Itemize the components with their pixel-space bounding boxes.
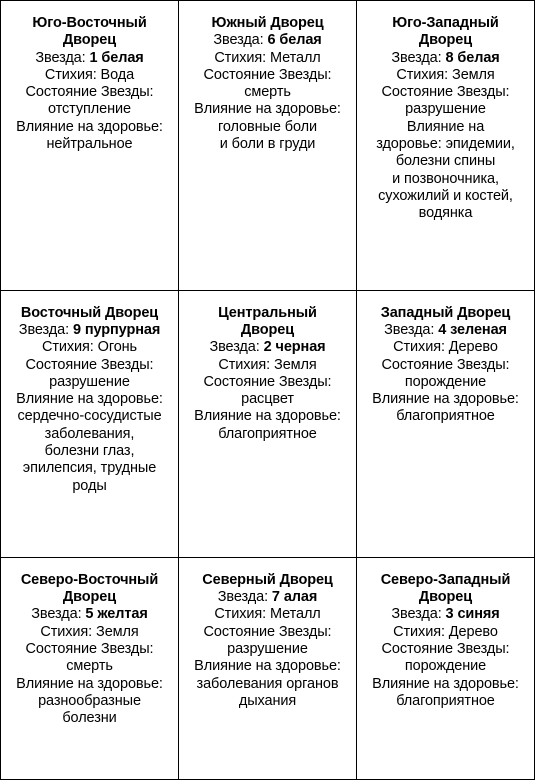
info-line: благоприятное [396,408,495,425]
star-label: Звезда: [209,339,264,356]
star-label: Звезда: [213,32,268,49]
info-line: болезни глаз, [44,443,135,460]
star-label: Звезда: [35,49,90,66]
palace-cell-southwest [357,1,535,291]
star-label: Звезда: [391,49,446,66]
info-line: Состояние Звезды: [25,356,154,373]
star-value: 2 черная [263,339,326,356]
info-line: здоровье: эпидемии, [376,136,515,153]
star-label: Звезда: [217,589,272,606]
star-value: 6 белая [267,32,322,49]
star-value: 3 синяя [445,606,500,623]
info-line: Состояние Звезды: [25,84,154,101]
info-line: отступление [48,101,131,118]
info-line: сердечно-сосудистые [17,408,162,425]
info-line: расцвет [241,391,294,408]
info-line: водянка [418,205,473,222]
info-line: смерть [66,658,113,675]
palace-cell-south [179,1,357,291]
info-line: Стихия: Земля [396,66,495,83]
palace-cell-northwest [357,557,535,779]
info-line: Стихия: Земля [40,623,139,640]
palace-title: Южный Дворец [211,15,324,31]
info-line: Стихия: Металл [214,49,321,66]
info-line: и позвоночника, [392,170,499,187]
star-value: 1 белая [89,49,144,66]
info-line: Стихия: Дерево [393,339,498,356]
info-line: благоприятное [218,425,317,442]
info-line: головные боли [218,118,317,135]
palace-cell-east [1,290,179,557]
star-value: 4 зеленая [438,321,507,338]
info-line: нейтральное [46,136,133,153]
palace-cell-center [179,290,357,557]
palace-cell-northeast [1,557,179,779]
info-line: роды [72,477,107,494]
star-value: 7 алая [271,589,318,606]
info-line: Влияние на здоровье: [16,675,163,692]
info-line: Состояние Звезды: [381,641,510,658]
info-line: разнообразные [38,692,141,709]
info-line: Состояние Звезды: [203,623,332,640]
info-line: Стихия: Земля [218,356,317,373]
info-line: заболевания органов [196,675,339,692]
info-line: Состояние Звезды: [381,356,510,373]
info-line: смерть [244,84,291,101]
star-line [363,606,528,623]
star-line [363,322,528,339]
table-row [1,557,535,779]
star-label: Звезда: [384,321,439,338]
palace-title: Восточный Дворец [20,304,159,321]
star-line [7,606,172,623]
info-line: сухожилий и костей, [378,187,513,204]
star-line [363,50,528,67]
info-line: Влияние на здоровье: [194,408,341,425]
palace-title: Центральный [218,304,317,321]
info-line: Влияние на здоровье: [372,391,519,408]
star-line [7,322,172,339]
star-value: 8 белая [445,49,500,66]
palace-title: Дворец [418,589,473,606]
star-line [185,32,350,49]
info-line: Влияние на [406,118,485,135]
info-line: Состояние Звезды: [203,66,332,83]
info-line: болезни [62,710,117,727]
info-line: Стихия: Огонь [41,339,138,356]
info-line: Стихия: Дерево [393,623,498,640]
info-line: дыхания [238,692,297,709]
info-line: благоприятное [396,692,495,709]
info-line: болезни спины [395,153,496,170]
info-line: Стихия: Вода [44,66,135,83]
info-line: Влияние на здоровье: [194,658,341,675]
palace-title: Юго-Западный [392,15,499,31]
info-line: Влияние на здоровье: [16,391,163,408]
info-line: Состояние Звезды: [203,373,332,390]
info-line: эпилепсия, трудные [22,460,157,477]
star-label: Звезда: [18,321,73,338]
info-line: порождение [404,658,487,675]
table-row [1,1,535,291]
info-line: Состояние Звезды: [381,84,510,101]
info-line: Влияние на здоровье: [16,118,163,135]
star-label: Звезда: [31,606,86,623]
star-line [185,339,350,356]
palace-title: Юго-Восточный [32,15,147,31]
palace-title: Дворец [418,32,473,49]
info-line: Состояние Звезды: [25,641,154,658]
star-line [185,589,350,606]
info-line: Стихия: Металл [214,606,321,623]
palace-title: Западный Дворец [380,304,511,321]
palace-title: Дворец [240,321,295,338]
palace-title: Дворец [62,589,117,606]
info-line: и боли в груди [219,136,316,153]
info-line: разрушение [405,101,486,118]
star-value: 9 пурпурная [72,321,161,338]
palace-title: Северо-Западный [380,571,511,588]
palace-title: Дворец [62,32,117,49]
palace-cell-north [179,557,357,779]
palace-cell-west [357,290,535,557]
info-line: разрушение [49,373,130,390]
star-line [7,50,172,67]
info-line: порождение [404,373,487,390]
star-label: Звезда: [391,606,446,623]
info-line: заболевания, [44,425,135,442]
palace-cell-southeast [1,1,179,291]
info-line: разрушение [227,641,308,658]
table-row [1,290,535,557]
palace-title: Северный Дворец [202,571,333,588]
info-line: Влияние на здоровье: [194,101,341,118]
palace-title: Северо-Восточный [20,571,159,588]
info-line: Влияние на здоровье: [372,675,519,692]
star-value: 5 желтая [85,606,148,623]
